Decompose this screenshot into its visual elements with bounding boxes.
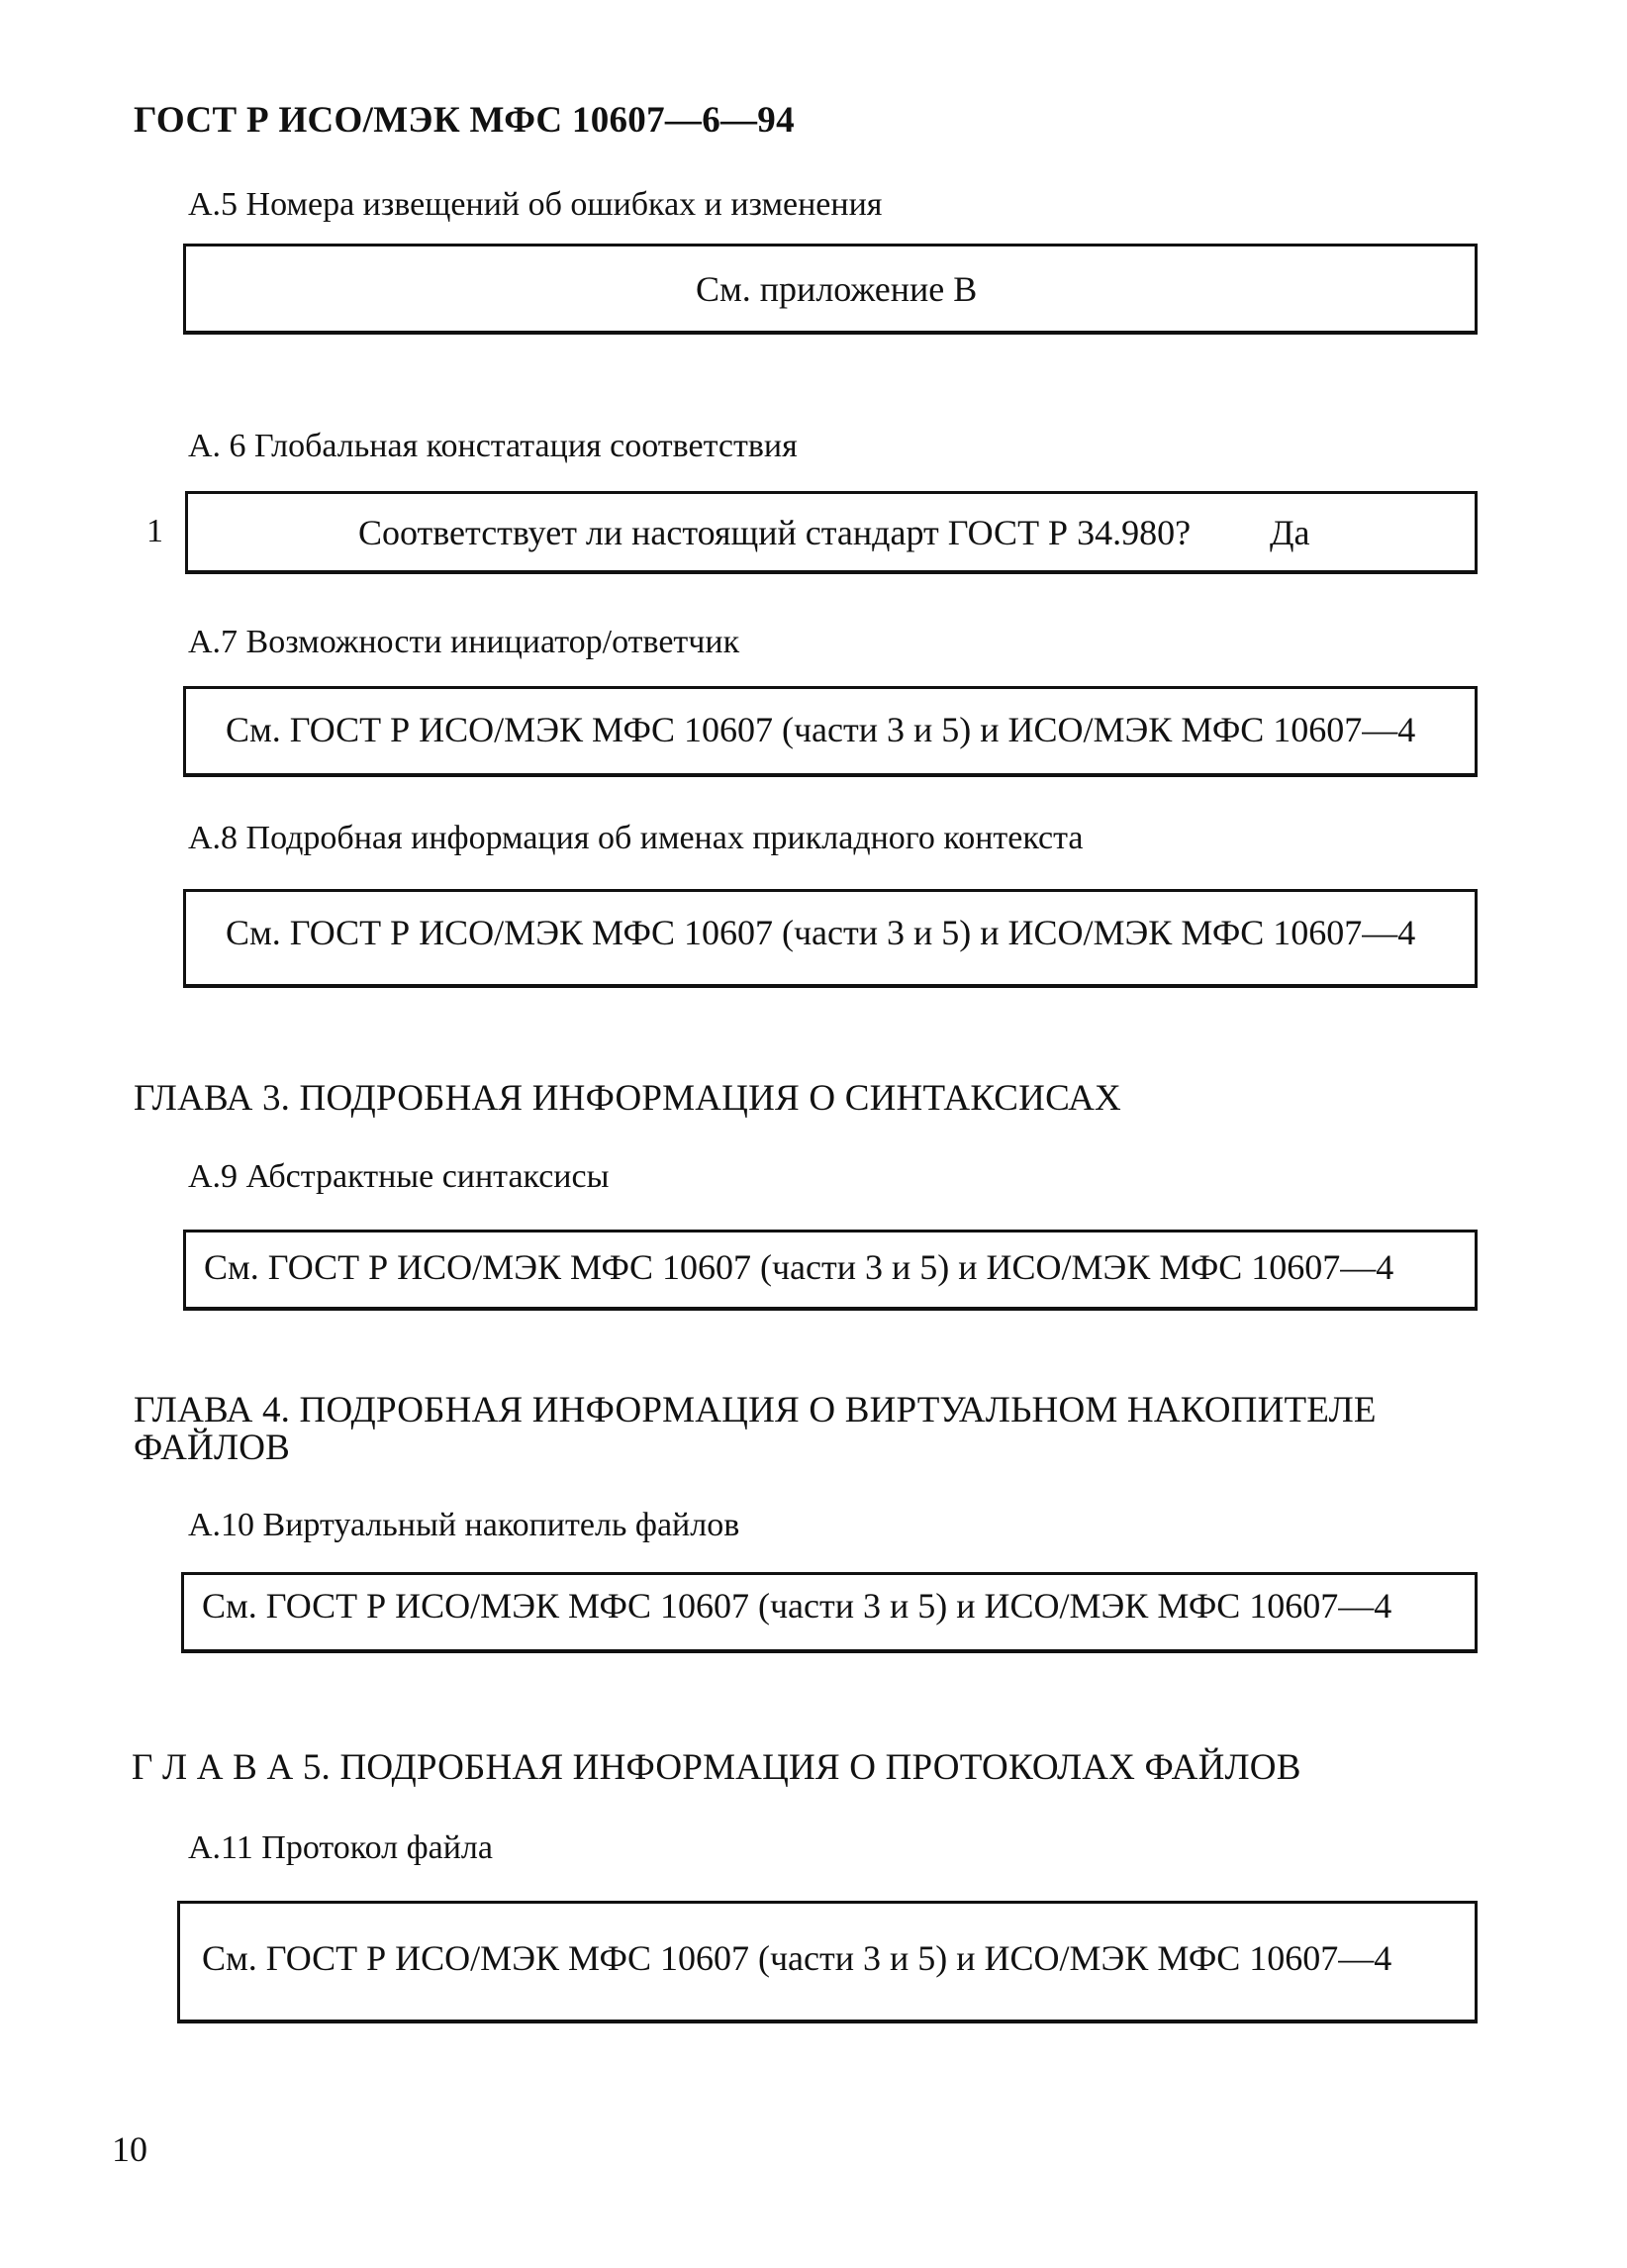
chapter-4-heading-line1: ГЛАВА 4. ПОДРОБНАЯ ИНФОРМАЦИЯ О ВИРТУАЛЬНОМ НАКОПИТЕЛЕ bbox=[134, 1390, 1377, 1430]
section-box-a6 bbox=[185, 491, 1478, 574]
section-label-a10: А.10 Виртуальный накопитель файлов bbox=[188, 1507, 740, 1543]
chapter-3-heading: ГЛАВА 3. ПОДРОБНАЯ ИНФОРМАЦИЯ О СИНТАКСИСАХ bbox=[134, 1078, 1121, 1119]
conformance-question: Соответствует ли настоящий стандарт ГОСТ Р 34.980? bbox=[358, 513, 1192, 552]
section-box-a7-text: См. ГОСТ Р ИСО/МЭК МФС 10607 (части 3 и 5) и ИСО/МЭК МФС 10607—4 bbox=[226, 710, 1416, 749]
section-box-a8 bbox=[183, 889, 1478, 988]
section-box-a11-text: См. ГОСТ Р ИСО/МЭК МФС 10607 (части 3 и 5) и ИСО/МЭК МФС 10607—4 bbox=[202, 1938, 1392, 1978]
section-box-a10-text: См. ГОСТ Р ИСО/МЭК МФС 10607 (части 3 и 5) и ИСО/МЭК МФС 10607—4 bbox=[202, 1586, 1392, 1626]
section-box-a11 bbox=[177, 1901, 1478, 2023]
section-box-a7 bbox=[183, 686, 1478, 777]
section-box-a9 bbox=[183, 1230, 1478, 1311]
section-box-a5-text: См. приложение В bbox=[696, 269, 978, 309]
conformance-answer: Да bbox=[1270, 513, 1310, 552]
chapter-4-heading-line2: ФАЙЛОВ bbox=[134, 1428, 291, 1468]
chapter-5-heading: Г Л А В А 5. ПОДРОБНАЯ ИНФОРМАЦИЯ О ПРОТОКОЛАХ ФАЙЛОВ bbox=[132, 1747, 1301, 1788]
section-label-a6: А. 6 Глобальная констатация соответствия bbox=[188, 428, 798, 464]
row-number: 1 bbox=[146, 513, 163, 549]
section-label-a8: А.8 Подробная информация об именах прикладного контекста bbox=[188, 820, 1084, 856]
section-label-a5: А.5 Номера извещений об ошибках и изменения bbox=[188, 186, 883, 223]
section-box-a10 bbox=[181, 1572, 1478, 1653]
section-label-a7: А.7 Возможности инициатор/ответчик bbox=[188, 624, 740, 660]
section-box-a5 bbox=[183, 244, 1478, 335]
page-number: 10 bbox=[112, 2129, 147, 2169]
section-label-a11: А.11 Протокол файла bbox=[188, 1829, 493, 1866]
section-box-a8-text: См. ГОСТ Р ИСО/МЭК МФС 10607 (части 3 и 5) и ИСО/МЭК МФС 10607—4 bbox=[226, 913, 1416, 952]
section-box-a9-text: См. ГОСТ Р ИСО/МЭК МФС 10607 (части 3 и 5) и ИСО/МЭК МФС 10607—4 bbox=[204, 1247, 1394, 1287]
document-header: ГОСТ Р ИСО/МЭК МФС 10607—6—94 bbox=[134, 100, 795, 141]
section-label-a9: А.9 Абстрактные синтаксисы bbox=[188, 1158, 610, 1195]
